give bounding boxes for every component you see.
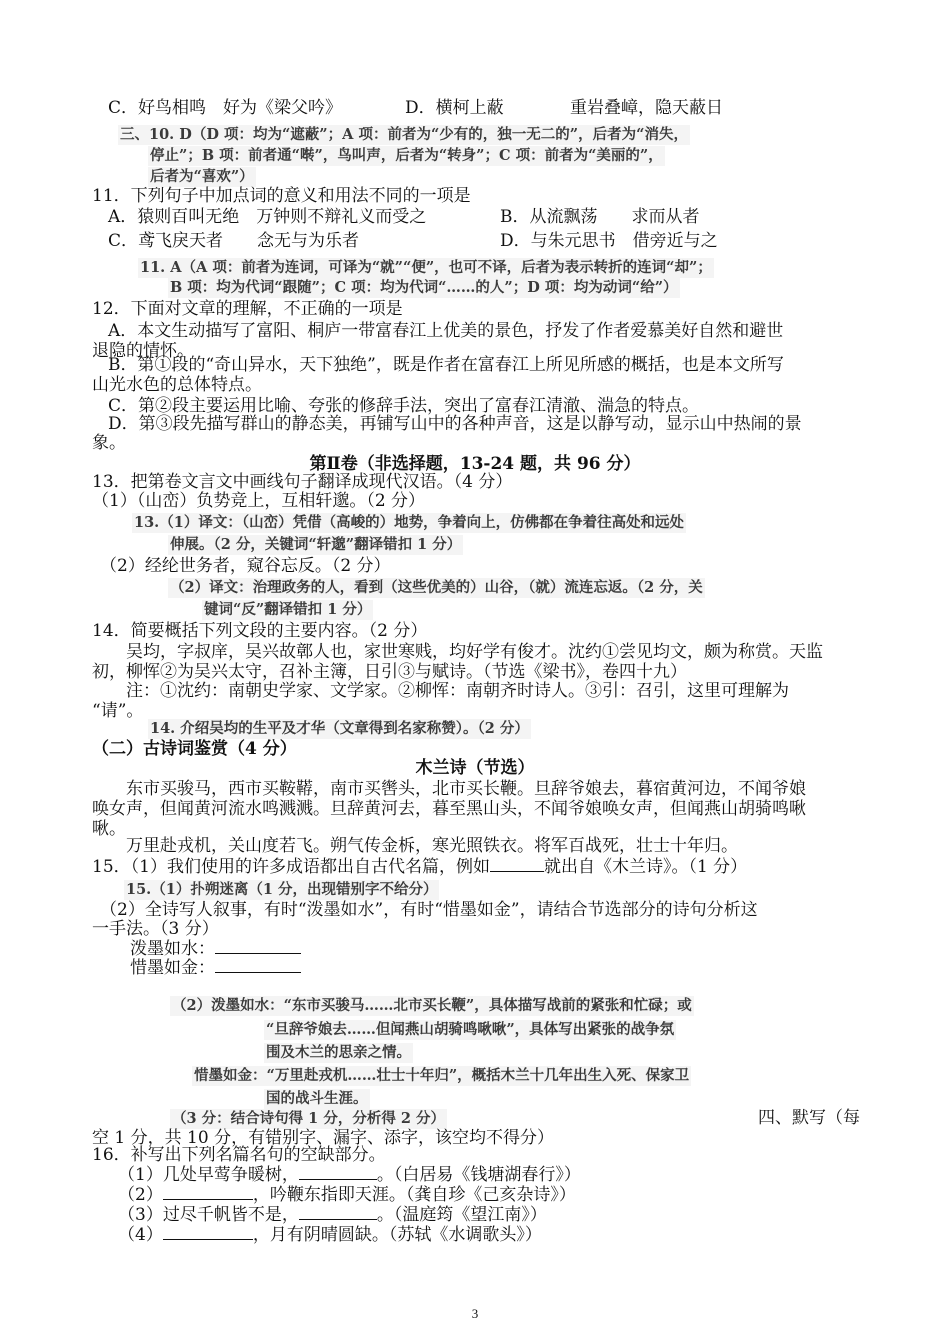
q12-option-a-line2: 退隐的情怀。 [92, 341, 194, 361]
q15-sparing-row [130, 956, 301, 979]
answer-15-2-line3: 围及木兰的思亲之情。 [266, 1044, 411, 1061]
q15-part-2-line2: 一手法。（3 分） [92, 919, 219, 939]
q10-option-d: D．横柯上蔽 [405, 98, 504, 118]
question-14: 14．简要概括下列文段的主要内容。（2 分） [92, 621, 428, 641]
answer-10-line3: 后者为“喜欢”） [150, 168, 254, 185]
q14-note-line1: 注：①沈约：南朝史学家、文学家。②柳恽：南朝齐时诗人。③引：召引，这里可理解为 [126, 681, 789, 701]
q15-sparing-blank[interactable] [215, 956, 301, 973]
q12-option-b-line2: 山光水色的总体特点。 [92, 375, 262, 395]
q12-option-a-line1: A．本文生动描写了富阳、桐庐一带富春江上优美的景色，抒发了作者爱慕美好自然和避世 [108, 321, 784, 341]
section-4-heading-end: 空 1 分，共 10 分，有错别字、漏字、添字，该空均不得分） [92, 1128, 555, 1148]
answer-13-2-line2: 键词“反”翻译错扣 1 分） [204, 601, 372, 618]
answer-11-line2: B 项：均为代词“跟随”；C 项：均为代词“……的人”；D 项：均为动词“给”） [170, 279, 678, 296]
poem-line-1: 东市买骏马，西市买鞍鞯，南市买辔头，北市买长鞭。旦辞爷娘去，暮宿黄河边，不闻爷娘 [126, 779, 806, 799]
q14-passage-line2: 初，柳恽②为吴兴太守，召补主簿，日引③与赋诗。（节选《梁书》，卷四十九） [92, 662, 687, 682]
question-11: 11．下列句子中加点词的意义和用法不同的一项是 [92, 186, 471, 206]
q11-option-d: D．与朱元思书 借旁近与之 [500, 231, 718, 251]
answer-15-2-line2: “旦辞爷娘去……但闻燕山胡骑鸣啾啾”，具体写出紧张的战争氛 [266, 1021, 675, 1038]
answer-10-line1: 三、10. D（D 项：均为“遮蔽”；A 项：前者为“少有的，独一无二的”，后者为“消失， [120, 126, 688, 143]
answer-15-1: 15.（1）扑朔迷离（1 分，出现错别字不给分） [126, 881, 438, 898]
q13-part-1: （1）（山峦）负势竞上，互相轩邈。（2 分） [92, 491, 426, 511]
q16-item-3-text: （3）过尽千帆皆不是， [118, 1205, 299, 1225]
q12-option-c: C．第②段主要运用比喻、夸张的修辞手法，突出了富春江清澈、湍急的特点。 [108, 396, 700, 416]
q16-item-4-blank[interactable] [163, 1223, 253, 1240]
q11-option-b: B．从流飘荡 求而从者 [500, 207, 700, 227]
poem-line-2: 唤女声，但闻黄河流水鸣溅溅。旦辞黄河去，暮至黑山头，不闻爷娘唤女声，但闻燕山胡骑鸣啾 [92, 799, 806, 819]
question-16: 16．补写出下列名篇名句的空缺部分。 [92, 1145, 386, 1165]
answer-11-line1: 11. A（A 项：前者为连词，可译为“就”“便”，也可不译，后者为表示转折的连词“却”； [140, 259, 712, 276]
q15-part-1 [92, 855, 747, 878]
section-2-heading: 第Ⅱ卷（非选择题，13-24 题，共 96 分） [309, 454, 641, 474]
answer-15-2-line1: （2）泼墨如水：“东市买骏马……北市买长鞭”，具体描写战前的紧张和忙碌；或 [172, 997, 692, 1014]
q16-item-4-source: ，月有阴晴圆缺。（苏轼《水调歌头》） [252, 1225, 542, 1245]
answer-15-2-line5: 国的战斗生涯。 [266, 1090, 368, 1107]
q12-option-d-line2: 象。 [92, 433, 126, 453]
q14-note-line2: “请”。 [92, 701, 144, 721]
q11-option-a: A．猿则百叫无绝 万钟则不辩礼义而受之 [108, 207, 427, 227]
question-12: 12．下面对文章的理解，不正确的一项是 [92, 299, 403, 319]
q16-item-1-text: （1）几处早莺争暖树， [118, 1165, 299, 1185]
page-number: 3 [471, 1306, 479, 1321]
q15-splash-label: 泼墨如水： [130, 939, 215, 959]
q11-option-c: C．鸢飞戾天者 念无与为乐者 [108, 231, 360, 251]
poem-line-3: 啾。 [92, 819, 126, 839]
q16-item-4 [118, 1223, 542, 1246]
q16-item-3-blank[interactable] [299, 1203, 377, 1220]
question-13: 13．把第卷文言文中画线句子翻译成现代汉语。（4 分） [92, 472, 513, 492]
q15-part-2-line1: （2）全诗写人叙事，有时“泼墨如水”，有时“惜墨如金”，请结合节选部分的诗句分析这 [100, 900, 758, 920]
section-4-heading-start: 四、默写（每 [758, 1108, 860, 1128]
answer-13-1-line1: 13.（1）译文：（山峦）凭借（高峻的）地势，争着向上，仿佛都在争着往高处和远处 [134, 514, 685, 531]
answer-14: 14. 介绍吴均的生平及才华（文章得到名家称赞）。（2 分） [150, 720, 529, 737]
q15-part-1-text: 15．（1）我们使用的许多成语都出自古代名篇，例如 [92, 857, 490, 877]
q10-option-c: C．好鸟相鸣 好为《梁父吟》 [108, 98, 343, 118]
q10-option-d-text: 重岩叠嶂，隐天蔽日 [570, 98, 723, 118]
answer-13-1-line2: 伸展。（2 分，关键词“轩邈”翻译错扣 1 分） [170, 536, 462, 553]
answer-15-2-line6: （3 分：结合诗句得 1 分，分析得 2 分） [172, 1110, 446, 1127]
q12-option-d-line1: D．第③段先描写群山的静态美，再铺写山中的各种声音，这是以静写动，显示山中热闹的景 [108, 414, 802, 434]
q14-passage-line1: 吴均，字叔庠，吴兴故鄣人也，家世寒贱，均好学有俊才。沈约①尝见均文，颇为称赏。天监 [126, 642, 823, 662]
answer-10-line2: 停止”；B 项：前者通“啭”，鸟叫声，后者为“转身”；C 项：前者为“美丽的”， [150, 147, 663, 164]
answer-13-2-line1: （2）译文：治理政务的人，看到（这些优美的）山谷，（就）流连忘返。（2 分，关 [170, 579, 703, 596]
q15-splash-blank[interactable] [215, 937, 301, 954]
poem-section-heading: （二）古诗词鉴赏（4 分） [92, 739, 297, 759]
q16-item-2-blank[interactable] [163, 1183, 253, 1200]
poem-title: 木兰诗（节选） [415, 758, 535, 778]
q15-part-1-text-end: 就出自《木兰诗》。（1 分） [543, 857, 748, 877]
q15-sparing-label: 惜墨如金： [130, 958, 215, 978]
answer-15-2-line4: 惜墨如金：“万里赴戎机……壮士十年归”，概括木兰十几年出生入死、保家卫 [194, 1067, 690, 1084]
q13-part-2: （2）经纶世务者，窥谷忘反。（2 分） [100, 556, 391, 576]
q16-item-1-blank[interactable] [299, 1163, 377, 1180]
q16-item-1-source: 。（白居易《钱塘湖春行》） [376, 1165, 581, 1185]
q16-item-2-source: ，吟鞭东指即天涯。（龚自珍《己亥杂诗》） [252, 1185, 576, 1205]
q16-item-2-num: （2） [118, 1185, 163, 1205]
q16-item-3-source: 。（温庭筠《望江南》） [376, 1205, 547, 1225]
q16-item-4-num: （4） [118, 1225, 163, 1245]
q15-answer-blank[interactable] [490, 855, 544, 872]
q12-option-b-line1: B．第①段的“奇山异水，天下独绝”，既是作者在富春江上所见所感的概括，也是本文所写 [108, 355, 784, 375]
poem-line-4: 万里赴戎机，关山度若飞。朔气传金柝，寒光照铁衣。将军百战死，壮士十年归。 [126, 836, 738, 856]
